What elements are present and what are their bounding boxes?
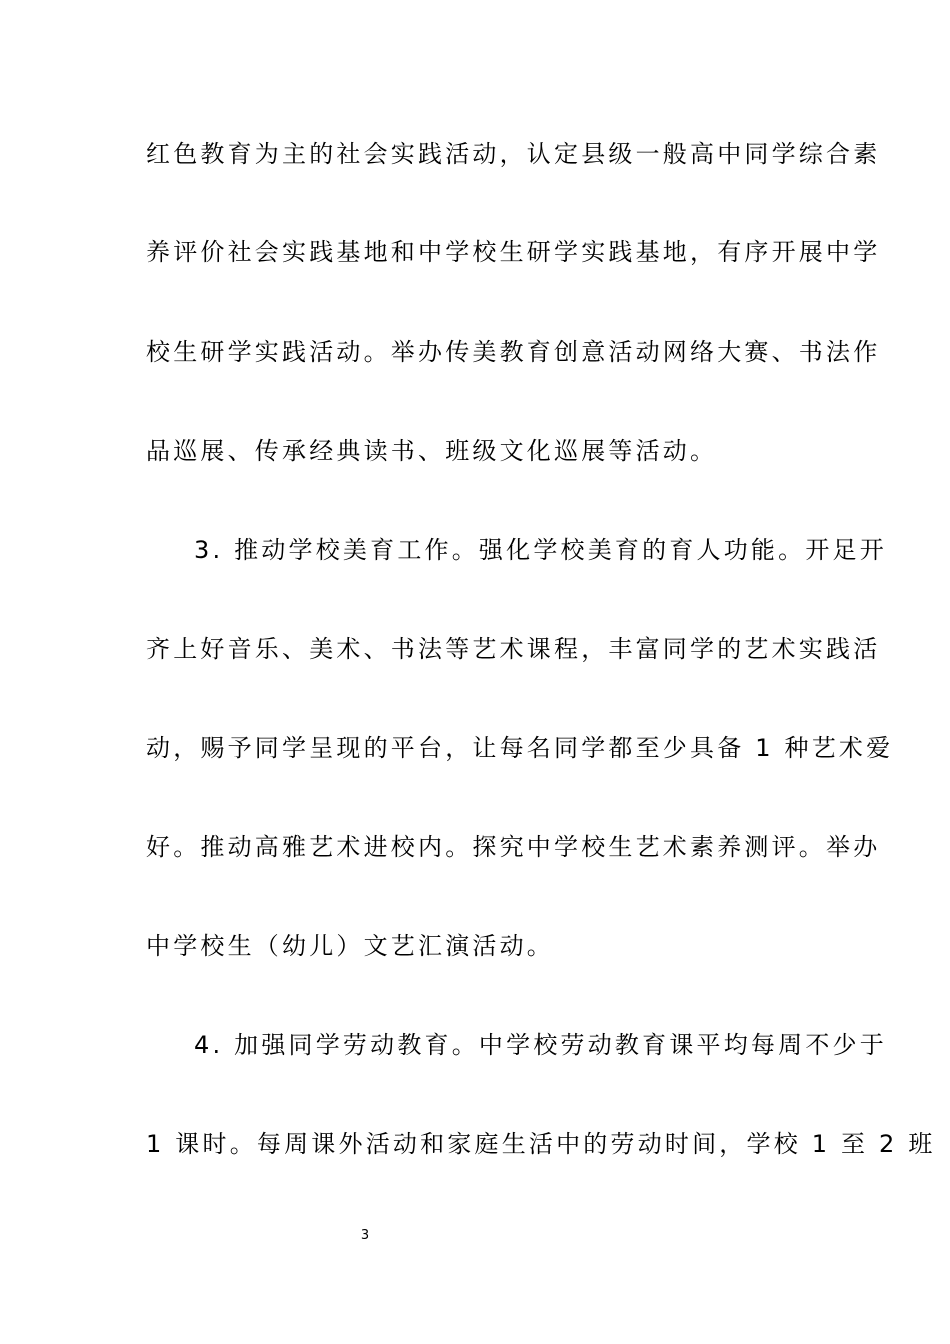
text-line: 好。推动高雅艺术进校内。探究中学校生艺术素养测评。举办 bbox=[146, 833, 881, 861]
page-number: 3 bbox=[360, 1228, 370, 1243]
paragraph-4-start: 4. 加强同学劳动教育。中学校劳动教育课平均每周不少于 bbox=[194, 1031, 887, 1059]
text-line: 养评价社会实践基地和中学校生研学实践基地，有序开展中学 bbox=[146, 238, 881, 266]
text-line: 中学校生（幼儿）文艺汇演活动。 bbox=[146, 932, 554, 960]
text-line: 齐上好音乐、美术、书法等艺术课程，丰富同学的艺术实践活 bbox=[146, 635, 881, 663]
text-line: 红色教育为主的社会实践活动，认定县级一般高中同学综合素 bbox=[146, 140, 881, 168]
text-line: 校生研学实践活动。举办传美教育创意活动网络大赛、书法作 bbox=[146, 338, 881, 366]
paragraph-3-start: 3. 推动学校美育工作。强化学校美育的育人功能。开足开 bbox=[194, 536, 887, 564]
text-line: 1 课时。每周课外活动和家庭生活中的劳动时间，学校 1 至 2 班 bbox=[146, 1130, 936, 1158]
text-line: 动，赐予同学呈现的平台，让每名同学都至少具备 1 种艺术爱 bbox=[146, 734, 894, 762]
text-line: 品巡展、传承经典读书、班级文化巡展等活动。 bbox=[146, 437, 718, 465]
